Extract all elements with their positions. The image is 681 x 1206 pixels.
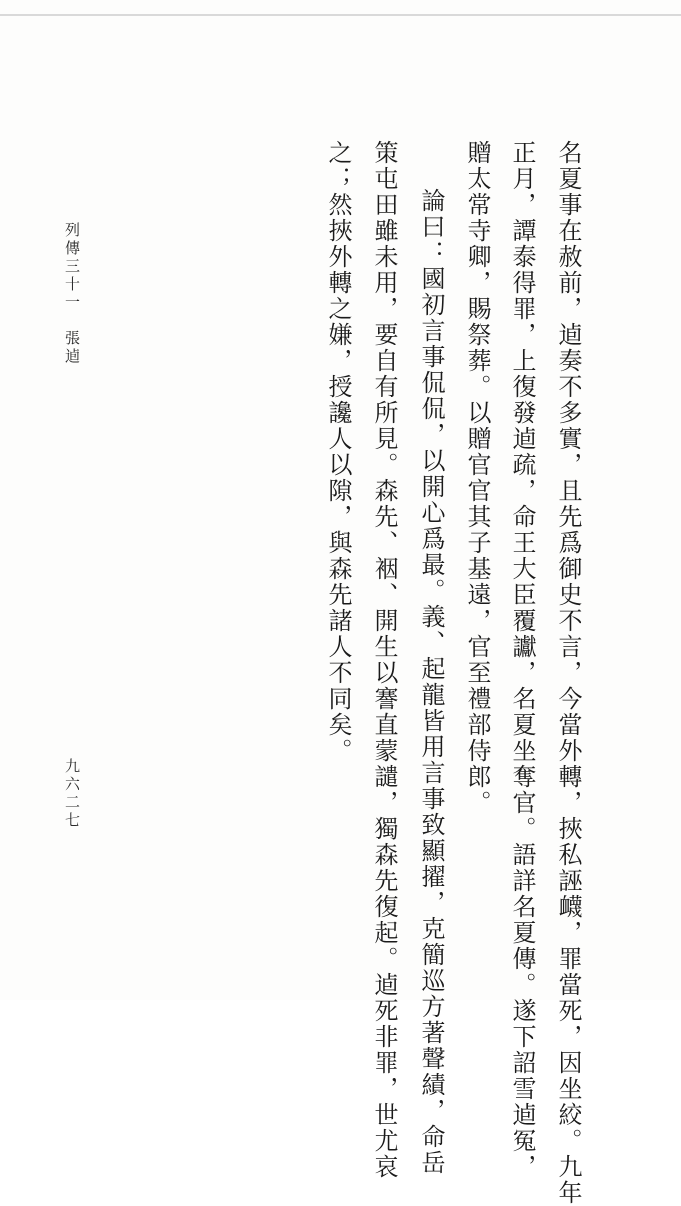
scan-edge-line (0, 14, 681, 16)
text-line-5: 策屯田雖未用，要自有所見。森先、裀、開生以謇直蒙譴，獨森先復起。逌死非罪，世尤哀 (370, 140, 398, 1180)
text-line-3: 贈太常寺卿，賜祭葬。以贈官官其子基遠，官至禮部侍郎。 (463, 140, 491, 816)
text-line-2: 正月，譚泰得罪，上復發逌疏，命王大臣覆讞，名夏坐奪官。語詳名夏傳。遂下詔雪逌冤， (508, 140, 536, 1180)
margin-page-number: 九六二七 (63, 758, 81, 830)
margin-person-name: 張逌 (63, 330, 81, 366)
text-line-1: 名夏事在赦前，逌奏不多實，且先爲御史不言，今當外轉，挾私誣衊，罪當死，因坐絞。九年 (554, 140, 582, 1206)
margin-chapter-title: 列傳三十一 (63, 222, 81, 312)
text-line-4: 論曰：國初言事侃侃，以開心爲最。義、起龍皆用言事致顯擢，克簡巡方著聲績，命岳 (417, 188, 445, 1176)
text-line-6: 之；然挾外轉之嫌，授讒人以隙，與森先諸人不同矣。 (324, 140, 352, 764)
